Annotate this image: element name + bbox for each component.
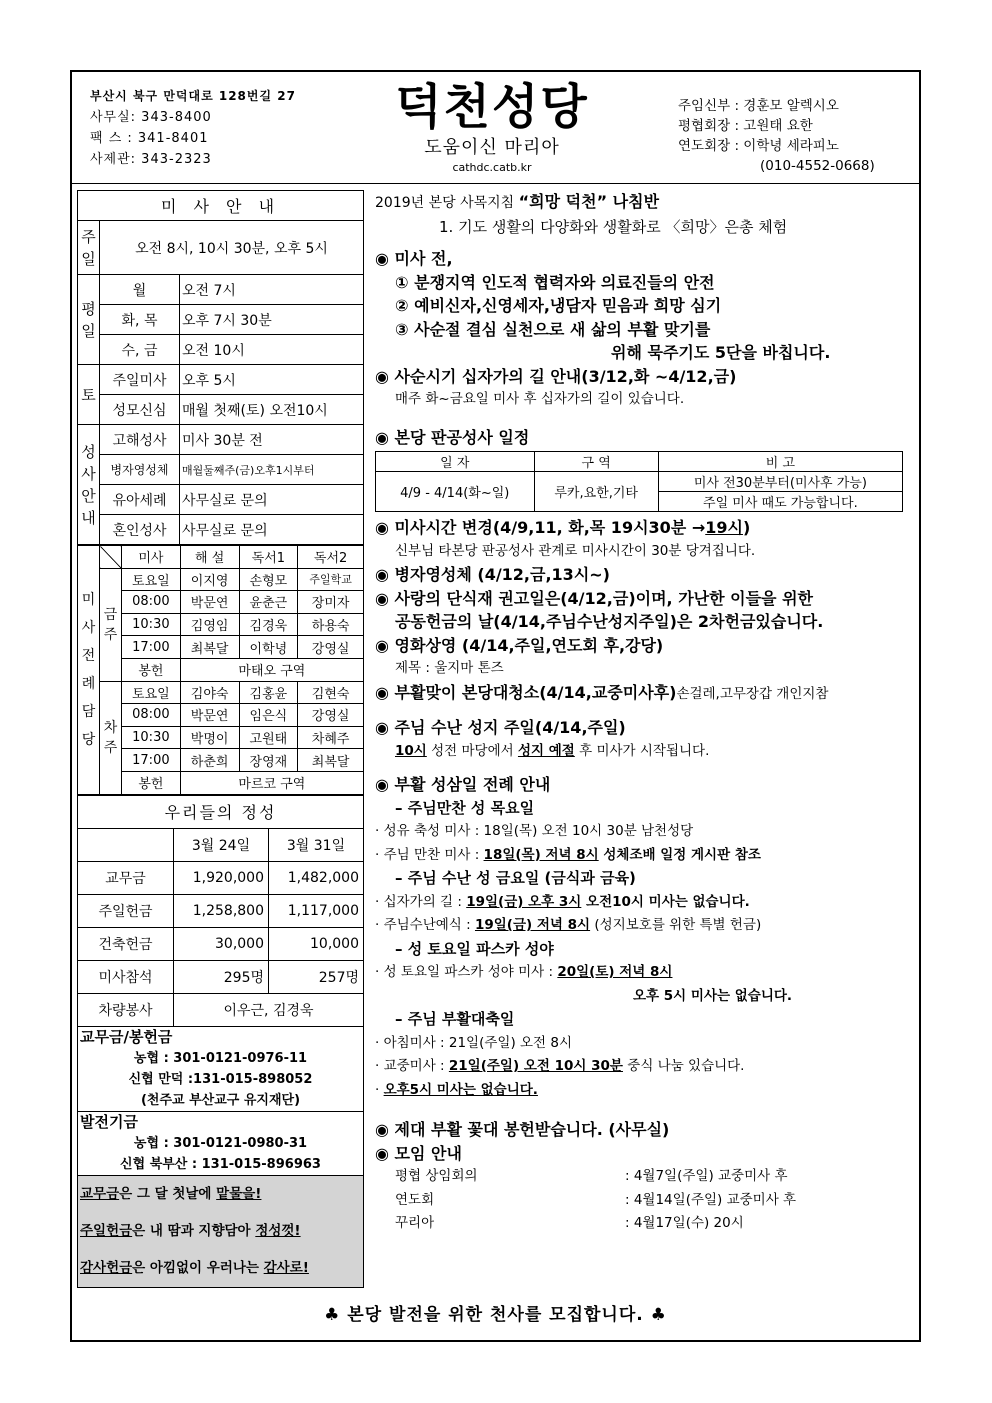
meeting-row: 평협 상임회의 : 4월7일(주일) 교중미사 후 — [395, 1168, 788, 1184]
film-title: 제목 : 울지마 톤즈 — [395, 660, 504, 676]
commentator: 김영임 — [180, 613, 239, 636]
value: 30,000 — [174, 927, 269, 960]
value: 10,000 — [269, 927, 364, 960]
meeting-row: 연도회 : 4월14일(주일) 교중미사 후 — [395, 1191, 797, 1208]
flowers-notice: ◉ 제대 부활 꽃대 봉헌받습니다. (사무실) — [375, 1120, 670, 1139]
reader2: 주일학교 — [298, 568, 364, 591]
weekday-day: 수, 금 — [100, 335, 180, 365]
passion-service: · 주님수난예식 : 19일(금) 저녁 8시 (성지보호를 위한 특별 헌금) — [375, 917, 762, 933]
value: 1,482,000 — [269, 861, 364, 894]
triduum-heading: ◉ 부활 성삼일 전례 안내 — [375, 775, 551, 794]
meeting-row: 꾸리아 : 4월17일(수) 20시 — [395, 1215, 744, 1231]
mass-info-heading: 미 사 안 내 — [78, 191, 364, 221]
mass-time: 토요일 — [122, 681, 181, 704]
col-header: 독서2 — [298, 546, 364, 569]
penance-table — [375, 451, 903, 512]
sacrament-name: 유아세례 — [100, 485, 180, 515]
penance-note: 미사 전30분부터(미사후 가능) — [658, 472, 902, 492]
reader1: 이학녕 — [239, 636, 298, 659]
mass-info-table — [77, 190, 364, 545]
col-header: 구 역 — [534, 452, 658, 472]
elder-phone: (010-4552-0668) — [760, 158, 875, 174]
diagonal-cell — [100, 546, 122, 569]
blank-cell — [78, 828, 174, 861]
weekday-label: 평일 — [78, 275, 100, 365]
col-header: 독서1 — [239, 546, 298, 569]
ministry-label: 미사전례담당 — [78, 546, 100, 795]
bank-info — [77, 1027, 364, 1112]
offering-area: 마태오 구역 — [180, 658, 363, 681]
offerings-table — [77, 795, 364, 1027]
commentator: 박명이 — [180, 726, 239, 749]
no-5pm-sunday: · 오후5시 미사는 없습니다. — [375, 1081, 538, 1098]
fast-notice-2: 공동헌금의 날(4/14,주님수난성지주일)은 2차헌금있습니다. — [395, 612, 824, 631]
palm-sub: 10시 성전 마당에서 성지 예절 후 미사가 시작됩니다. — [395, 742, 710, 759]
col-header: 비 고 — [658, 452, 902, 472]
sacrament-name: 혼인성사 — [100, 515, 180, 545]
reader2: 차혜주 — [298, 726, 364, 749]
reader1: 손형모 — [239, 568, 298, 591]
office-phone: 사무실: 343-8400 — [90, 110, 212, 125]
weekday-time: 오후 7시 30분 — [180, 305, 364, 335]
friday-heading: – 주님 수난 성 금요일 (금식과 금육) — [395, 869, 636, 887]
film-notice: ◉ 영화상영 (4/14,주일,연도회 후,강당) — [375, 635, 664, 655]
date-col: 3월 31일 — [269, 828, 364, 861]
bank-heading: 교무금/봉헌금 — [80, 1027, 173, 1046]
mass-time: 토요일 — [122, 568, 181, 591]
weekday-time: 오전 7시 — [180, 275, 364, 305]
bank-line: (천주교 부산교구 유지재단) — [140, 1092, 301, 1108]
saturday-label: 토 — [78, 365, 100, 425]
palm-sunday: ◉ 주님 수난 성지 주일(4/14,주일) — [375, 718, 626, 737]
contact-block — [90, 86, 296, 170]
commentator: 하춘희 — [180, 749, 239, 772]
sunday-label: 주일 — [78, 221, 100, 275]
col-header: 해 설 — [180, 546, 239, 569]
prayer-intention: ① 분쟁지역 인도적 협력자와 의료진들의 안전 — [395, 272, 715, 292]
reader2: 김현숙 — [298, 681, 364, 704]
reader1: 고원태 — [239, 726, 298, 749]
slogan: 교무금은 그 달 첫날에 맡물을! — [80, 1185, 262, 1202]
commentator: 최복달 — [180, 636, 239, 659]
row-label: 미사참석 — [78, 960, 174, 993]
penance-area: 루카,요한,기타 — [534, 472, 658, 512]
bulletin-frame — [70, 70, 921, 1342]
reader2: 최복달 — [298, 749, 364, 772]
commentator: 이지영 — [180, 568, 239, 591]
meetings-heading: ◉ 모임 안내 — [375, 1143, 462, 1163]
bank-line: 농협 : 301-0121-0976-11 — [133, 1050, 308, 1066]
volunteer-names: 이우근, 김경욱 — [174, 993, 364, 1026]
row-label: 주일헌금 — [78, 894, 174, 927]
commentator: 박문연 — [180, 591, 239, 614]
sacrament-info: 매월둘째주(금)오후1시부터 — [180, 455, 364, 485]
saturday-time: 매월 첫째(토) 오전10시 — [180, 395, 364, 425]
reader2: 강영실 — [298, 704, 364, 727]
saturday-name: 주일미사 — [100, 365, 180, 395]
guideline-sub: 1. 기도 생활의 다양화와 생활화로 〈희망〉은총 체험 — [439, 217, 788, 236]
bank-info-2 — [77, 1112, 364, 1176]
bank-line: 신협 북부산 : 131-015-896963 — [120, 1156, 321, 1172]
reader1: 임은식 — [239, 704, 298, 727]
chrism-mass: · 성유 축성 미사 : 18일(목) 오전 10시 30분 남천성당 — [375, 823, 694, 839]
commentator: 박문연 — [180, 704, 239, 727]
value: 1,920,000 — [174, 861, 269, 894]
prayer-intention: 위해 묵주기도 5단을 바칩니다. — [611, 343, 831, 362]
weekday-day: 월 — [100, 275, 180, 305]
prayer-intention: ② 예비신자,신영세자,냉담자 믿음과 희망 심기 — [395, 296, 722, 315]
saturday-time: 오후 5시 — [180, 365, 364, 395]
slogan-box — [77, 1176, 364, 1288]
morning-mass: · 아침미사 : 21일(주일) 오전 8시 — [375, 1034, 573, 1051]
value: 295명 — [174, 960, 269, 993]
row-label: 건축헌금 — [78, 927, 174, 960]
date-col: 3월 24일 — [174, 828, 269, 861]
weekday-day: 화, 목 — [100, 305, 180, 335]
reader2: 장미자 — [298, 591, 364, 614]
no-5pm-saturday: 오후 5시 미사는 없습니다. — [633, 987, 793, 1004]
col-header: 일 자 — [376, 452, 535, 472]
bank-line: 신협 만덕 :131-015-898052 — [128, 1071, 313, 1087]
bank-line: 농협 : 301-0121-0980-31 — [133, 1135, 308, 1151]
website: cathdc.catb.kr — [452, 161, 532, 174]
reader1: 윤춘근 — [239, 591, 298, 614]
sacrament-info: 사무실로 문의 — [180, 515, 364, 545]
time-change-sub: 신부님 타본당 판공성사 관계로 미사시간이 30분 당겨집니다. — [395, 542, 756, 559]
left-column — [77, 190, 364, 1288]
elder-president: 연도회장 : 이학녕 세라피노 — [678, 138, 839, 154]
fast-notice: ◉ 사랑의 단식재 권고일은(4/12,금)이며, 가난한 이들을 위한 — [375, 588, 813, 608]
week2-label: 차주 — [100, 681, 122, 794]
saturday-name: 성모신심 — [100, 395, 180, 425]
row-label: 교무금 — [78, 861, 174, 894]
sacrament-label: 성사안내 — [78, 425, 100, 545]
council-president: 평협회장 : 고원태 요한 — [678, 118, 813, 134]
header — [72, 72, 919, 184]
mass-time: 10:30 — [122, 726, 181, 749]
fax: 팩 스 : 341-8401 — [90, 131, 209, 146]
title-block — [392, 78, 592, 175]
address: 부산시 북구 만덕대로 128번길 27 — [90, 89, 296, 103]
reader2: 강영실 — [298, 636, 364, 659]
volunteer-label: 차량봉사 — [78, 993, 174, 1026]
cleaning-notice: ◉ 부활맞이 본당대청소(4/14,교중미사후)손걸레,고무장갑 개인지참 — [375, 682, 829, 702]
penance-note: 주일 미사 때도 가능합니다. — [658, 492, 902, 512]
reader1: 김홍윤 — [239, 681, 298, 704]
reader2: 하용숙 — [298, 613, 364, 636]
lords-supper: · 주님 만찬 미사 : 18일(목) 저녁 8시 성체조배 일정 게시판 참조 — [375, 846, 761, 863]
penance-heading: ◉ 본당 판공성사 일정 — [375, 427, 530, 447]
pastoral-guideline: 2019년 본당 사목지침 “희망 덕천” 나침반 — [375, 192, 660, 211]
pre-mass-heading: ◉ 미사 전, — [375, 249, 453, 268]
slogan: 주일헌금은 내 땀과 지향담아 정성껏! — [80, 1222, 301, 1239]
sacrament-info: 미사 30분 전 — [180, 425, 364, 455]
footer: ♣ 본당 발전을 위한 천사를 모집합니다. ♣ — [324, 1305, 667, 1325]
value: 257명 — [269, 960, 364, 993]
slogan: 감사헌금은 아낌없이 우러나는 감사로! — [80, 1259, 309, 1276]
offering-label: 봉헌 — [122, 658, 181, 681]
saturday-heading: – 성 토요일 파스카 성야 — [395, 939, 554, 958]
reader1: 장영재 — [239, 749, 298, 772]
stations-sub: 매주 화~금요일 미사 후 십자가의 길이 있습니다. — [395, 391, 685, 407]
mass-time: 08:00 — [122, 591, 181, 614]
easter-heading: – 주님 부활대축일 — [395, 1010, 515, 1028]
staff-block — [678, 96, 875, 176]
penance-date: 4/9 - 4/14(화~일) — [376, 472, 535, 512]
patron: 도움이신 마리아 — [424, 137, 560, 158]
pastor: 주임신부 : 경훈모 알렉시오 — [678, 98, 839, 114]
sacrament-name: 고해성사 — [100, 425, 180, 455]
easter-vigil: · 성 토요일 파스카 성야 미사 : 20일(토) 저녁 8시 — [375, 964, 673, 980]
stations-friday: · 십자가의 길 : 19일(금) 오후 3시 오전10시 미사는 없습니다. — [375, 893, 750, 910]
mass-time: 08:00 — [122, 704, 181, 727]
church-name: 덕천성당 — [395, 79, 589, 135]
sacrament-name: 병자영성체 — [100, 455, 180, 485]
offering-area: 마르코 구역 — [180, 771, 363, 794]
commentator: 김야숙 — [180, 681, 239, 704]
sick-communion: ◉ 병자영성체 (4/12,금,13시~) — [375, 565, 610, 584]
mass-time: 10:30 — [122, 613, 181, 636]
time-change: ◉ 미사시간 변경(4/9,11, 화,목 19시30분 →19시) — [375, 518, 751, 537]
mass-time: 17:00 — [122, 749, 181, 772]
sunday-time: 오전 8시, 10시 30분, 오후 5시 — [100, 221, 364, 275]
weekday-time: 오전 10시 — [180, 335, 364, 365]
prayer-intention: ③ 사순절 결심 실천으로 새 삶의 부활 맞기를 — [395, 319, 711, 339]
col-header: 미사 — [122, 546, 181, 569]
notices-column — [375, 190, 915, 1236]
mass-time: 17:00 — [122, 636, 181, 659]
ministry-table — [77, 545, 364, 795]
value: 1,258,800 — [174, 894, 269, 927]
offering-label: 봉헌 — [122, 771, 181, 794]
reader1: 김경욱 — [239, 613, 298, 636]
offerings-heading: 우리들의 정성 — [78, 795, 364, 828]
stations-heading: ◉ 사순시기 십자가의 길 안내(3/12,화 ~4/12,금) — [375, 366, 737, 386]
sacrament-info: 사무실로 문의 — [180, 485, 364, 515]
main-mass: · 교중미사 : 21일(주일) 오전 10시 30분 중식 나눔 있습니다. — [375, 1058, 745, 1074]
rectory-phone: 사제관: 343-2323 — [90, 152, 212, 167]
bank-heading: 발전기금 — [80, 1112, 138, 1131]
week1-label: 금주 — [100, 568, 122, 681]
thursday-heading: – 주님만찬 성 목요일 — [395, 798, 535, 817]
value: 1,117,000 — [269, 894, 364, 927]
